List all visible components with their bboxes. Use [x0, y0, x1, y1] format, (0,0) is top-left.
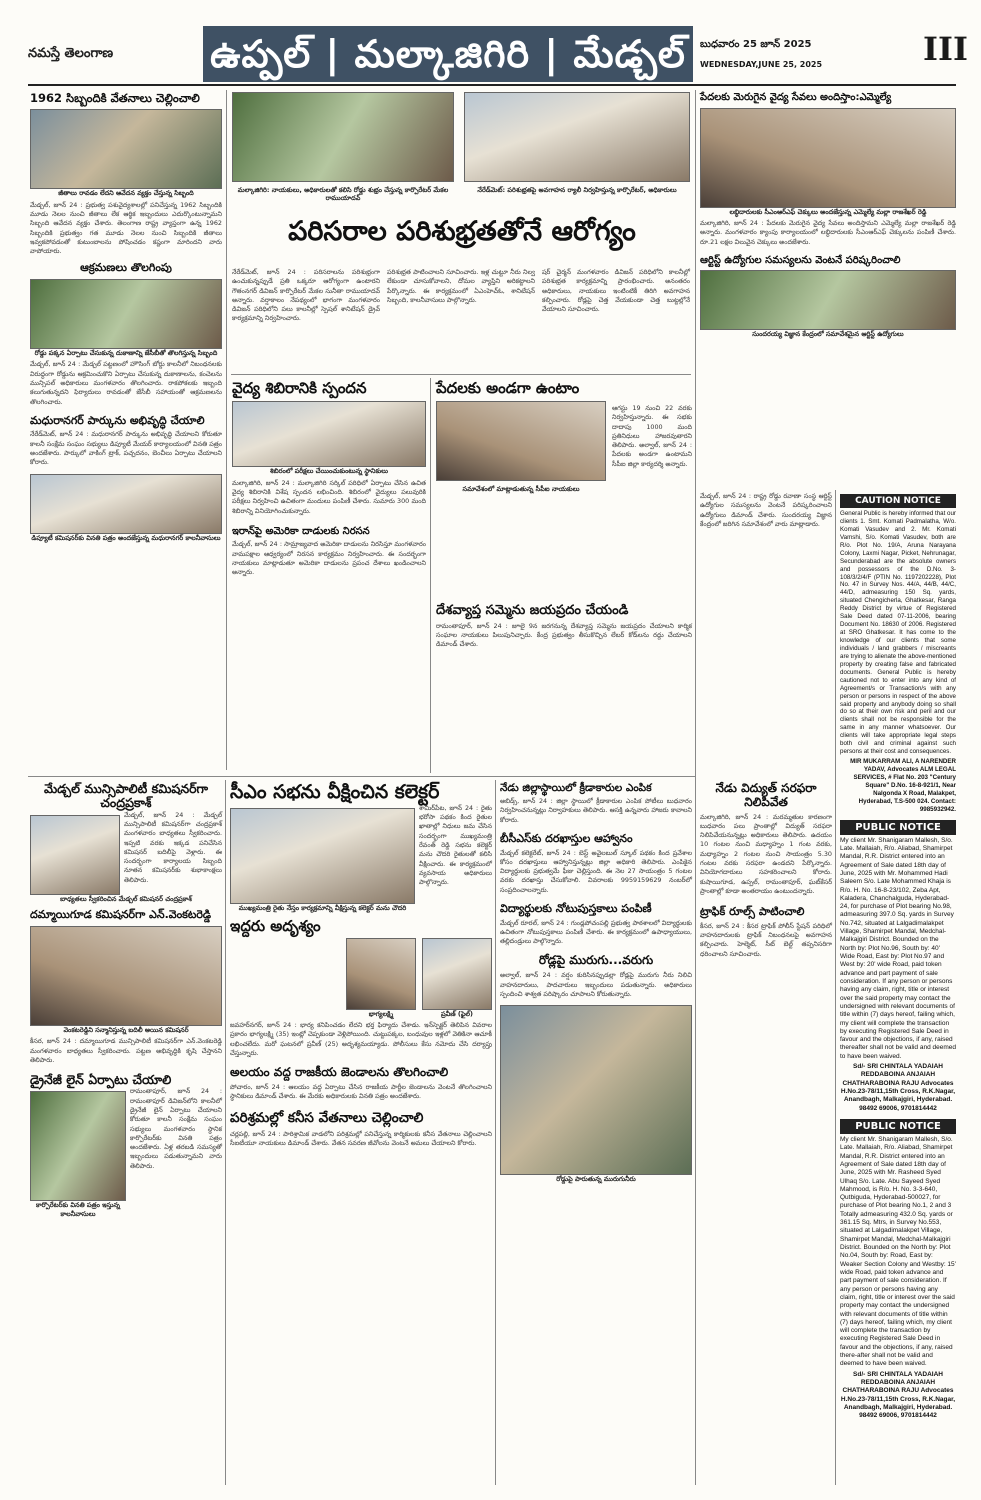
photo-caption: కార్పొరేటర్‌కు వినతి పత్రం ఇస్తున్న కాలనీవాసులు — [36, 1201, 120, 1218]
article-body: మేడ్చల్, జూన్ 24 : ప్రభుత్వ పశువైద్యశాలల్లో పనిచేస్తున్న 1962 సిబ్బందికి మూడు నెలల నుంచి జీతాలు లేక ఆర్థిక ఇబ్బందులు ఎదుర్కొంటున్నామని సిబ్బంది ఆవేదన వ్యక్తం చేశారు. తెలంగాణ రాష్ట్ర వ్యాప్తంగా ఉన్న 1962 సిబ్బందికి ప్రభుత్వం గత మూడు నెలల నుంచి సిబ్బందికి జీతాలు ఇవ్వకపోవడంతో కుటుంబాలను పోషించడం కష్టంగా మారిందని వారు వాపోయారు. — [30, 200, 222, 256]
caution-notice-body: General Public is hereby informed that our clients 1. Smt. Komati Padmalatha, W/o. Komati Vasudev and 2. Mr. Komati Vamshi, S/o. Komati Vasudev, both are R/o. Plot No. 19/A, Aruna Narayana Colony, Laxmi Nagar, Picket, Nehrunagar, Secunderabad are the absolute owners and possessors of the D.No. 3-108/3/2/4/F (PTIN No. 1197202228), Plot No. 47 in Survey Nos. 44/A, 44/B, 44/C, 44/D, admeasuring 150 Sq. yards, situated Chengicherla, Ghatkesar, Ranga Reddy District by virtue of Registered Sale Deed dated 07-11-2006, bearing Document No. 18630 of 2006. Registered at SRO Ghatkesar. It has come to the knowledge of our clients that some individuals / land grabbers / miscreants are trying to alienate the above-mentioned property by creating false and fabricated documents. General Public is hereby cautioned not to enter into any kind of Agreement/s or Transaction/s with any person or persons in respect of the above said property and anybody doing so shall do so at their own risk and peril and our clients shall not be responsible for the same in any manner whatsoever. Our clients will take appropriate legal steps both civil and criminal against such persons at their cost and consequences. — [840, 510, 956, 756]
photo-ambulance — [30, 109, 222, 189]
missing-persons-photos — [230, 938, 492, 1018]
photo-meeting — [436, 401, 606, 481]
photo-caption: శిబిరంలో పరీక్షలు చేయించుకుంటున్న స్థానికులు — [270, 467, 388, 476]
headline: బీసీఎస్‌కు దరఖాస్తుల ఆహ్వానం — [500, 831, 633, 845]
date-english: WEDNESDAY,JUNE 25, 2025 — [700, 60, 823, 69]
headline: నేడు జిల్లాస్థాయిలో క్రీడాకారుల ఎంపిక — [500, 782, 652, 794]
photo-caption: రోడ్డు పక్కన ఏర్పాటు చేసుకున్న దుకాణాన్ని జేసీబీతో తొలగిస్తున్న సిబ్బంది — [34, 348, 218, 357]
page-number: III — [923, 30, 968, 68]
article-body: నేరేడ్‌మెట్, జూన్ 24 : పరిసరాలను పరిశుభ్రంగా ఉంచుకున్నప్పుడే ప్రతి ఒక్కరూ ఆరోగ్యంగా ఉంటారని గౌతంనగర్ డివిజన్ కార్పొరేటర్ మేకల సునీతా రాముయాదవ్ అన్నారు. వర్షాకాలం నేపథ్యంలో భాగంగా మంగళవారం డివిజన్ పరిధిలోని పలు కాలనీల్లో స్పెషల్ శానిటేషన్ డ్రైవ్ కార్యక్రమాన్ని నిర్వహించారు. — [232, 268, 380, 323]
headline: ఆక్రమణలు తొలగింపు — [80, 261, 172, 275]
photo-sewage-road — [500, 1005, 692, 1175]
medical-camp-story — [232, 380, 426, 775]
photo-commissioner — [30, 815, 120, 895]
article-body: ఆగస్టు 19 నుంచి 22 వరకు నిర్వహిస్తున్నారు. ఈ సభకు దాదాపు 1000 మంది ప్రతినిధులు హాజరవుతారని తెలిపారు. అల్వాల్, జూన్ 24 : పేదలకు అండగా ఉంటామని సీపీఐ జిల్లా కార్యదర్శి అన్నారు. — [612, 404, 692, 468]
public-notice-title: PUBLIC NOTICE — [840, 820, 956, 835]
masthead — [28, 26, 968, 86]
headline: నేడు విద్యుత్ సరఫరా నిలిపివేత — [715, 781, 817, 809]
edition-title-band: ఉప్పల్ | మల్కాజిగిరి | మేడ్చల్ — [203, 26, 693, 82]
photo-caption: లబ్ధిదారులకు సీఎంఆర్‌ఎఫ్ చెక్కులు అందజేస్తున్న ఎమ్మెల్యే మల్లా రాజశేఖర్ రెడ్డి — [729, 207, 927, 216]
article-body: అబిడ్స్, జూన్ 24 : జిల్లా స్థాయిలో క్రీడాకారుల ఎంపిక పోటీలు బుధవారం నిర్వహించనున్నట్లు నిర్వాహకులు తెలిపారు. ఆసక్తి ఉన్నవారు హాజరు కావాలని కోరారు. — [500, 797, 692, 824]
article-body: రామంతాపూర్, జూన్ 24 : రామంతాపూర్ డివిజన్‌లోని కాలనీలో డ్రైనేజీ లైన్ ఏర్పాటు చేయాలని కోరుతూ కాలనీ సంక్షేమ సంఘం సభ్యులు మంగళవారం స్థానిక కార్పొరేటర్‌కు వినతి పత్రం అందజేశారు. ఏళ్ల తరబడి సమస్యతో ఇబ్బందులు పడుతున్నామని వారు తెలిపారు. — [130, 1087, 222, 1170]
article-body: కీసర, జూన్ 24 : దమ్మాయిగూడ మున్సిపాలిటీ కమిషనర్‌గా ఎన్.వెంకటరెడ్డి మంగళవారం బాధ్యతలు స్వీకరించారు. పట్టణ అభివృద్ధికి కృషి చేస్తానని తెలిపారు. — [30, 1037, 222, 1064]
headline: ఇరాన్‌పై అమెరికా దాడులకు నిరసన — [232, 525, 370, 537]
article-body: పరిశుభ్రత పాటించాలని సూచించారు. ఇళ్ల చుట్టూ నీరు నిల్వ లేకుండా చూసుకోవాలని, దోమల వ్యాప్తిని అరికట్టాలని పేర్కొన్నారు. ఈ కార్యక్రమంలో ఏఎంహెచ్‌ఓ, శానిటేషన్ సిబ్బంది, కాలనీవాసులు పాల్గొన్నారు. — [387, 268, 535, 304]
article-body: మేడ్చల్, జూన్ 24 : మేడ్చల్ మున్సిపాలిటీ కమిషనర్‌గా చంద్రప్రకాశ్ మంగళవారం బాధ్యతలు స్వీకరించారు. ఇప్పటి వరకు ఇక్కడ పనిచేసిన కమిషనర్ బదిలీపై వెళ్లారు. ఈ సందర్భంగా కార్యాలయ సిబ్బంది నూతన కమిషనర్‌కు శుభాకాంక్షలు తెలిపారు. — [124, 810, 222, 884]
headline: ఆర్టిస్ట్ ఉద్యోగుల సమస్యలను వెంటనే పరిష్కరించాలి — [700, 254, 901, 266]
photo-caption: ముఖ్యమంత్రి రైతు నేస్తం కార్యక్రమాన్ని వీక్షిస్తున్న కలెక్టర్ మను చౌదరి — [238, 903, 407, 912]
headline: మధురానగర్ పార్కును అభివృద్ధి చేయాలి — [30, 413, 205, 427]
public-notice-sign: Sd/- SRI CHINTALA YADAIAH REDDABOINA ANJAIAH CHATHARABOINA RAJU Advocates H.No.23-78/11,15th Cross, R.K.Nagar, Anandbagh, Malkajgiri, Hyderabad. 98492 69006, 9701814442 — [840, 1370, 956, 1420]
headline: డ్రైనేజీ లైన్ ఏర్పాటు చేయాలి — [30, 1072, 172, 1088]
lower-middle-column — [230, 782, 492, 1487]
public-notice-body: My client Mr. Shanigaram Mallesh, S/o. Late. Mallaiah, R/o. Aliabad, Shamirpet Mandal, R.R. District entered into an Agreement of Sale dated 18th day of June, 2025 with Mr. Mohammed Hadi Saleem S/o. Late Mohammed Khaja is R/o. H. No. 16-8-23/102, Zeba Apt, Kaladera, Chanchalguda, Hyderabad-24, for purchase of Plot bearing No.98, admeasuring 397.0 Sq. yards in Survey No.742, situated at Lalgadimalakpet Village, Shamirpet Mandal, Medchal-Malkajgiri District. Bounded on the North by: Plot No.96, South by: 40' Wide Road, East by: Plot No.97 and West by: 20' wide Road, paid token advance and part payment of sale consideration. If any person or persons having any claim, right, title or interest over the said property may contact the undersigned with relevant documents of title within (7) days hereof, failing which, my client will complete the transaction by executing Registered Sale Deed in favour and the objections, if any, raised thereafter shall not be valid and deemed to have been waived. — [840, 836, 956, 1060]
photo-caption: సుందరయ్య విజ్ఞాన కేంద్రంలో సమావేశమైన ఆర్టిస్ట్ ఉద్యోగులు — [752, 330, 904, 339]
paper-logo: నమస్తే తెలంగాణ — [28, 46, 114, 61]
lead-headline: పరిసరాల పరిశుభ్రతతోనే ఆరోగ్యం — [288, 216, 636, 247]
photo-cleaning — [232, 92, 454, 182]
column-three — [500, 782, 692, 1487]
headline: మేడ్చల్ మున్సిపాలిటీ కమిషనర్‌గా చంద్రప్రకాశ్ — [43, 781, 209, 811]
photo-caption: వెంకటరెడ్డిని సన్మానిస్తున్న బదిలీ అయిన కమిషనర్ — [63, 1025, 189, 1034]
headline: అలయం వద్ద రాజకీయ జెండాలను తొలగించాలి — [230, 1065, 449, 1080]
date-telugu: బుధవారం 25 జూన్ 2025 — [700, 39, 812, 50]
public-notice-title: PUBLIC NOTICE — [840, 1119, 956, 1134]
article-body: నేరేడ్‌మెట్, జూన్ 24 : మధురానగర్ పార్కును అభివృద్ధి చేయాలని కోరుతూ కాలనీ సంక్షేమ సంఘం సభ్యులు డిప్యూటీ మేయర్ కార్యాలయంలో వినతి పత్రం అందజేశారు. పార్కులో వాకింగ్ ట్రాక్, పచ్చదనం, బెంచీలు ఏర్పాటు చేయాలని కోరారు. — [30, 430, 222, 467]
headline: రోడ్లపై మురుగు...వరుగు — [538, 953, 654, 968]
photo-person — [346, 938, 416, 1010]
article-body: మేడ్చల్, జూన్ 24 : మేడ్చల్ పట్టణంలో హౌసింగ్ బోర్డు కాలనీలో నిబంధనలకు విరుద్ధంగా రోడ్డును ఆక్రమించుకొని ఏర్పాటు చేసుకున్న దుకాణాలను, కంచెలను మున్సిపల్ అధికారులు మంగళవారం తొలగించారు. రాకపోకలకు ఇబ్బంది కలుగుతున్నదని ఫిర్యాదులు రావడంతో జేసీబీ సహాయంతో ఆక్రమణలను తొలగించారు. — [30, 360, 222, 406]
photo-caption: భాగ్యలక్ష్మి — [368, 1009, 394, 1018]
poor-support-story — [436, 380, 692, 775]
right-top-story — [700, 92, 956, 487]
photo-felicitation — [30, 926, 222, 1026]
article-body: కీసర, జూన్ 24 : కీసర ట్రాఫిక్ పోలీస్ స్టేషన్ పరిధిలో వాహనదారులకు ట్రాఫిక్ నిబంధనలపై అవగాహన కల్పించారు. హెల్మెట్, సీట్ బెల్ట్ తప్పనిసరిగా ధరించాలని సూచించారు. — [700, 921, 832, 958]
photo-rally — [464, 92, 690, 182]
photo-jcb — [30, 279, 222, 349]
lower-left-column — [30, 782, 222, 1487]
article-body: శామీర్‌పేట, జూన్ 24 : రైతు భరోసా పథకం కింద రైతుల ఖాతాల్లో నిధులు జమ చేసిన సందర్భంగా ముఖ్యమంత్రి రేవంత్ రెడ్డి సభను కలెక్టర్ మను చౌదరి రైతులతో కలిసి వీక్షించారు. ఈ కార్యక్రమంలో వ్యవసాయ అధికారులు పాల్గొన్నారు. — [419, 803, 492, 887]
photo-caption: బాధ్యతలు స్వీకరించిన మేడ్చల్ కమిషనర్ చంద్రప్రకాశ్ — [60, 894, 192, 903]
headline: సీఎం సభను వీక్షించిన కలెక్టర్ — [230, 781, 440, 803]
headline: విద్యార్థులకు నోటుపుస్తకాలు పంపిణీ — [500, 901, 652, 915]
photo-caption: సమావేశంలో మాట్లాడుతున్న సీపీఐ నాయకులు — [462, 485, 580, 494]
article-body: మేడ్చల్ రూరల్, జూన్ 24 : గుండ్లపోచంపల్లి ప్రభుత్వ పాఠశాలలో విద్యార్థులకు ఉచితంగా నోటుపుస్తకాలు పంపిణీ చేశారు. ఈ కార్యక్రమంలో ఉపాధ్యాయులు, తల్లిదండ్రులు పాల్గొన్నారు. — [500, 918, 692, 946]
article-body: మేడ్చల్, జూన్ 24 : రాష్ట్ర రోడ్డు రవాణా సంస్థ ఆర్టిస్ట్ ఉద్యోగుల సమస్యలను వెంటనే పరిష్కరించాలని ఉద్యోగులు డిమాండ్ చేశారు. సుందరయ్య విజ్ఞాన కేంద్రంలో జరిగిన సమావేశంలో వారు మాట్లాడారు. — [700, 492, 832, 528]
photo-person — [422, 938, 492, 1010]
photo-caption: డిప్యూటీ కమిషనర్‌కు వినతి పత్రం అందజేస్తున్న మధురానగర్ కాలనీవాసులు — [31, 533, 221, 542]
headline: ఇద్దరు అదృశ్యం — [230, 917, 321, 936]
article-body: మల్కాజిగిరి, జూన్ 24 : పేదలకు మెరుగైన వైద్య సేవలు అందిస్తామని ఎమ్మెల్యే మల్లా రాజశేఖర్ రెడ్డి అన్నారు. మంగళవారం క్యాంపు కార్యాలయంలో లబ్ధిదారులకు సీఎంఆర్‌ఎఫ్ చెక్కులను పంపిణీ చేశారు. రూ.21 లక్షల విలువైన చెక్కులు అందజేశారు. — [700, 218, 956, 246]
lead-story — [232, 92, 692, 372]
right-article-cont — [700, 492, 832, 792]
article-body: మల్కాజిగిరి, జూన్ 24 : మల్కాజిగిరి సర్కిల్ పరిధిలో ఏర్పాటు చేసిన ఉచిత వైద్య శిబిరానికి విశేష స్పందన లభించింది. శిబిరంలో వైద్యులు పలువురికి పరీక్షలు నిర్వహించి ఉచితంగా మందులు పంపిణీ చేశారు. సుమారు 300 మంది శిబిరాన్ని వినియోగించుకున్నారు. — [232, 478, 426, 515]
classified-notices — [840, 494, 956, 1484]
photo-artists — [700, 270, 956, 330]
public-notice-sign: Sd/- SRI CHINTALA YADAIAH REDDABOINA ANJAIAH CHATHARABOINA RAJU Advocates H.No.23-78/11,15th Cross, R.K.Nagar, Anandbagh, Malkajgiri, Hyderabad. 98492 69006, 9701814442 — [840, 1063, 956, 1112]
column-four — [700, 782, 832, 1487]
article-body: చర్లపల్లి, జూన్ 24 : పారిశ్రామిక వాడలోని పరిశ్రమల్లో పనిచేస్తున్న కార్మికులకు కనీస వేతనాలు చెల్లించాలని సీఐటీయూ నాయకులు డిమాండ్ చేశారు. వేతన సవరణ జీవోలను వెంటనే అమలు చేయాలని కోరారు. — [230, 1129, 492, 1148]
headline: దేశవ్యాప్త సమ్మెను జయప్రదం చేయండి — [436, 602, 629, 618]
caution-notice-sign: MIR MUKARRAM ALI, A NARENDER YADAV, Advocates ALM LEGAL SERVICES, # Flat No. 203 "Century Square" D.No. 16-8-921/1, Near Nalgonda X Road, Malakpet, Hyderabad, T.S-500 024. Contact: 9985932942. — [850, 758, 956, 813]
article-body: మేడ్చల్ కలెక్టరేట్, జూన్ 24 : బెస్ట్ అవైలబుల్ స్కూల్ పథకం కింద ప్రవేశాల కోసం దరఖాస్తులు ఆహ్వానిస్తున్నట్లు జిల్లా అధికారి తెలిపారు. ఎంపికైన విద్యార్థులకు ప్రభుత్వమే ఫీజు చెల్లిస్తుంది. ఈ నెల 27 సాయంత్రం 5 గంటల వరకు దరఖాస్తు చేసుకోవాలి. వివరాలకు 9959159629 నంబర్‌లో సంప్రదించాలన్నారు. — [500, 848, 692, 894]
photo-collector — [230, 808, 415, 904]
photo-caption: ప్రవీణ్ (ఫైల్) — [440, 1009, 474, 1018]
article-body: జవహర్‌నగర్, జూన్ 24 : భార్య కనిపించడం లేదని భర్త ఫిర్యాదు చేశాడు. ఇన్‌స్పెక్టర్ తెలిపిన వివరాల ప్రకారం భాగ్యలక్ష్మి (35) ఇంట్లో చెప్పకుండా వెళ్లిపోయింది. చుట్టుపక్కల, బంధువుల ఇళ్లలో వెతికినా ఆచూకీ లభించలేదు. మరో ఘటనలో ప్రవీణ్ (25) అదృశ్యమయ్యాడు. పోలీసులు కేసు నమోదు చేసి దర్యాప్తు చేస్తున్నారు. — [230, 1020, 492, 1057]
photo-caption: మల్కాజిగిరి: నాయకులు, అధికారులతో కలిసి రోడ్డు శుభ్రం చేస్తున్న కార్పొరేటర్ మేకల రాముయాదవ్ — [237, 186, 449, 203]
photo-mla — [700, 108, 956, 208]
article-body: మల్కాజిగిరి, జూన్ 24 : మరమ్మతుల కారణంగా బుధవారం పలు ప్రాంతాల్లో విద్యుత్ సరఫరా నిలిపివేయనున్నట్లు అధికారులు తెలిపారు. ఉదయం 10 గంటల నుంచి మధ్యాహ్నం 1 గంట వరకు, మధ్యాహ్నం 2 గంటల నుంచి సాయంత్రం 5.30 గంటల వరకు సరఫరా ఉండదని పేర్కొన్నారు. వినియోగదారులు సహకరించాలని కోరారు. కుషాయిగూడ, ఉప్పల్, రామంతాపూర్, ఘట్‌కేసర్ ప్రాంతాల్లో కూడా అంతరాయం ఉంటుందన్నారు. — [700, 812, 832, 895]
headline: వైద్య శిబిరానికి స్పందన — [232, 379, 367, 397]
photo-camp — [232, 401, 426, 467]
headline: ట్రాఫిక్ రూల్స్ పాటించాలి — [700, 905, 805, 919]
public-notice-body: My client Mr. Shanigaram Mallesh, S/o. Late. Mallaiah, R/o. Aliabad, Shamirpet Mandal, R.R. District entered into an Agreement of Sale dated 18th day of June, 2025 with Mr. Rasheed Syed Ulhaq S/o. Late. Abu Sayeed Syed Mahmood, is R/o. H. No. 3-3-640, Qutbiguda, Hyderabad-500027, for purchase of Plot bearing No.1, 2 and 3 Totally admeasuring 432.0 Sq. yards or 361.15 Sq. Mtrs, in Survey No.553, situated at Lalgadimalakpet Village, Shamirpet Mandal, Medchal-Malkajgiri District. Bounded on the North by: Plot No.04, South by: Road, East by: Weaker Section Colony and Westby: 15' wide Road, paid token advance and part payment of sale consideration. If any person or persons having any claim, right, title or interest over the said property may contact the undersigned with relevant documents of title within (7) days hereof, failing which, my client will complete the transaction by executing Registered Sale Deed in favour and the objections, if any, raised there-after shall not be valid and deemed to have been waived. — [840, 1135, 956, 1368]
photo-caption: జీతాలు రావడం లేదని ఆవేదన వ్యక్తం చేస్తున్న సిబ్బంది — [58, 189, 194, 198]
headline: పేదలకు మెరుగైన వైద్య సేవలు అందిస్తాం:ఎమ్మెల్యే — [700, 92, 892, 103]
caution-notice-title: CAUTION NOTICE — [840, 494, 956, 508]
article-body: పోచారం, జూన్ 24 : ఆలయం వద్ద ఏర్పాటు చేసిన రాజకీయ పార్టీల జెండాలను వెంటనే తొలగించాలని స్థానికులు డిమాండ్ చేశారు. ఈ మేరకు అధికారులకు వినతి పత్రం అందజేశారు. — [230, 1082, 492, 1101]
photo-caption: నేరేడ్‌మెట్: పరిశుభ్రతపై అవగాహన ర్యాలీ నిర్వహిస్తున్న కార్పొరేటర్, అధికారులు — [477, 186, 677, 194]
article-body: రామంతాపూర్, జూన్ 24 : జూలై 9న జరగనున్న దేశవ్యాప్త సమ్మెను జయప్రదం చేయాలని కార్మిక సంఘాల నాయకులు పిలుపునిచ్చారు. కేంద్ర ప్రభుత్వం తీసుకొచ్చిన లేబర్ కోడ్‌లను రద్దు చేయాలని డిమాండ్ చేశారు. — [436, 621, 692, 649]
article-body: షర్ చైర్మన్ మంగళవారం డివిజన్ పరిధిలోని కాలనీల్లో పరిశుభ్రత కార్యక్రమాన్ని ప్రారంభించారు. అనంతరం అధికారులు, నాయకులు ఇంటింటికీ తిరిగి అవగాహన కల్పించారు. రోడ్లపై చెత్త వేయకుండా చెత్త బుట్టల్లోనే వేయాలని సూచించారు. — [542, 268, 690, 314]
headline: దమ్మాయిగూడ కమిషనర్‌గా ఎన్.వెంకటరెడ్డి — [30, 908, 212, 922]
article-body: మేడ్చల్, జూన్ 24 : సామ్రాజ్యవాద అమెరికా దాడులను నిరసిస్తూ మంగళవారం వామపక్షాల ఆధ్వర్యంలో నిరసన కార్యక్రమం నిర్వహించారు. ఈ సందర్భంగా నాయకులు మాట్లాడుతూ అమెరికా దాడులను ప్రపంచ దేశాలు ఖండించాలని అన్నారు. — [232, 540, 426, 577]
headline: 1962 సిబ్బందికి వేతనాలు చెల్లించాలి — [30, 91, 200, 105]
article-body: అల్వాల్, జూన్ 24 : వర్షం కురిసినప్పుడల్లా రోడ్లపై మురుగు నీరు నిలిచి వాహనదారులు, పాదచారులు ఇబ్బందులు పడుతున్నారు. అధికారులు స్పందించి శాశ్వత పరిష్కారం చూపాలని కోరుతున్నారు. — [500, 971, 692, 998]
left-column — [30, 92, 222, 772]
photo-caption: రోడ్డుపై పారుతున్న మురుగునీరు — [556, 1175, 636, 1184]
headline: పరిశ్రమల్లో కనీస వేతనాలు చెల్లించాలి — [230, 1110, 424, 1127]
photo-memorandum — [30, 474, 222, 534]
photo-drainage — [30, 1091, 126, 1201]
headline: పేదలకు అండగా ఉంటాం — [436, 379, 580, 397]
